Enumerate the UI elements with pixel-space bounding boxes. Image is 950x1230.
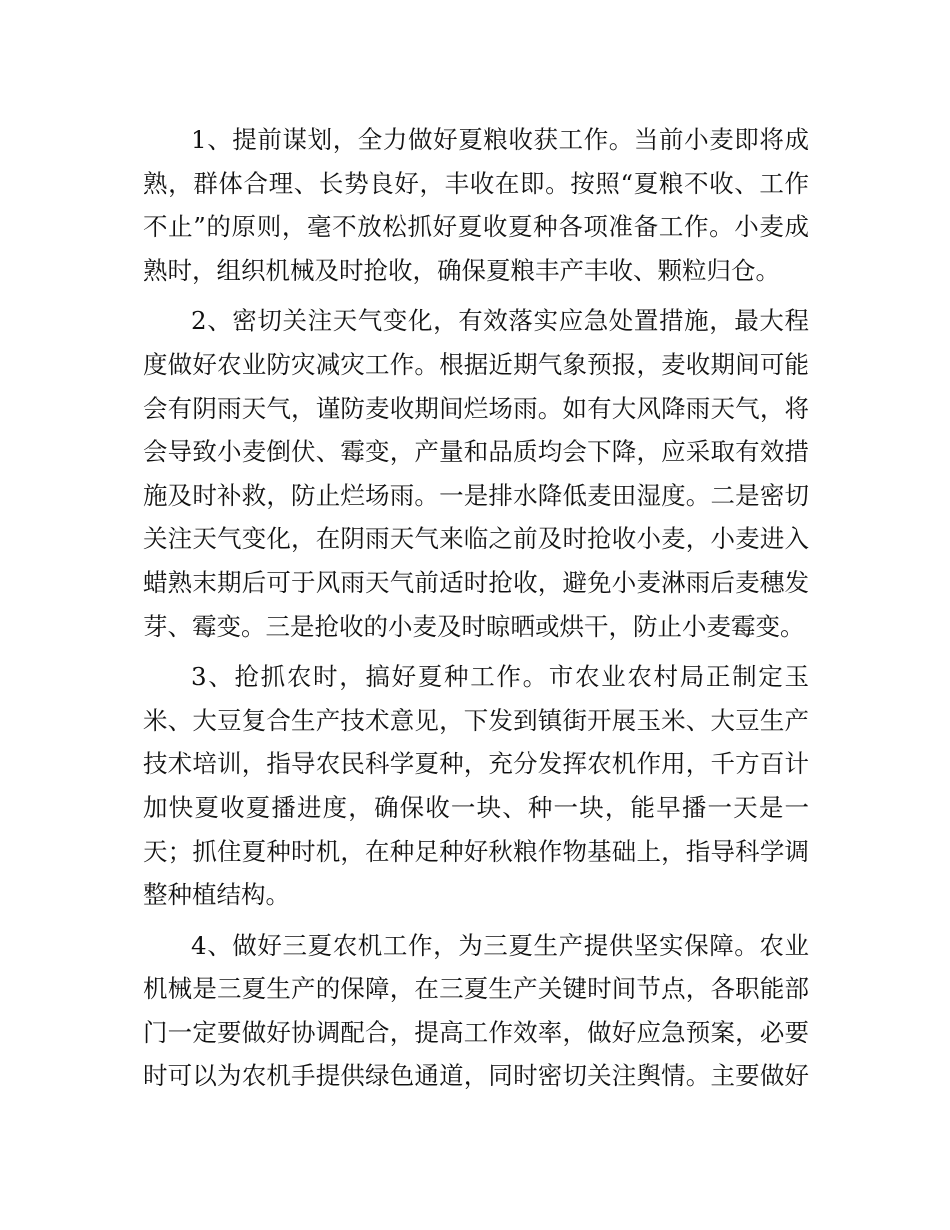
text-line: 时可以为农机手提供绿色通道，同时密切关注舆情。主要做好 xyxy=(143,1061,809,1091)
text-line: 3、抢抓农时，搞好夏种工作。市农业农村局正制定玉 xyxy=(191,662,809,692)
text-line: 米、大豆复合生产技术意见，下发到镇街开展玉米、大豆生产 xyxy=(143,705,809,735)
text-line: 施及时补救，防止烂场雨。一是排水降低麦田湿度。二是密切 xyxy=(143,480,809,510)
text-line: 1、提前谋划，全力做好夏粮收获工作。当前小麦即将成 xyxy=(191,125,809,154)
text-line: 加快夏收夏播进度，确保收一块、种一块，能早播一天是一 xyxy=(143,792,809,822)
text-line: 熟，群体合理、长势良好，丰收在即。按照“夏粮不收、工作 xyxy=(143,168,809,198)
text-line: 2、密切关注天气变化，有效落实应急处置措施，最大程 xyxy=(191,306,809,336)
text-line: 4、做好三夏农机工作，为三夏生产提供坚实保障。农业 xyxy=(191,930,809,960)
text-line: 度做好农业防灾减灾工作。根据近期气象预报，麦收期间可能 xyxy=(143,349,809,379)
text-line: 门一定要做好协调配合，提高工作效率，做好应急预案，必要 xyxy=(143,1017,809,1047)
text-line: 技术培训，指导农民科学夏种，充分发挥农机作用，千方百计 xyxy=(143,749,809,779)
text-line: 关注天气变化，在阴雨天气来临之前及时抢收小麦，小麦进入 xyxy=(143,524,809,554)
document-body xyxy=(143,118,809,1098)
text-line: 整种植结构。 xyxy=(143,880,290,910)
paragraph-1 xyxy=(143,118,809,292)
text-line: 机械是三夏生产的保障，在三夏生产关键时间节点，各职能部 xyxy=(143,974,809,1004)
paragraph-3 xyxy=(143,655,809,917)
paragraph-4 xyxy=(143,924,809,1098)
text-line: 不止”的原则，毫不放松抓好夏收夏种各项准备工作。小麦成 xyxy=(143,212,809,242)
text-line: 蜡熟末期后可于风雨天气前适时抢收，避免小麦淋雨后麦穗发 xyxy=(143,567,809,597)
text-line: 会导致小麦倒伏、霉变，产量和品质均会下降，应采取有效措 xyxy=(143,437,809,467)
text-line: 天；抓住夏种时机，在种足种好秋粮作物基础上，指导科学调 xyxy=(143,836,809,866)
paragraph-2 xyxy=(143,299,809,648)
text-line: 熟时，组织机械及时抢收，确保夏粮丰产丰收、颗粒归仓。 xyxy=(143,255,780,285)
text-line: 芽、霉变。三是抢收的小麦及时晾晒或烘干，防止小麦霉变。 xyxy=(143,611,805,641)
text-line: 会有阴雨天气，谨防麦收期间烂场雨。如有大风降雨天气，将 xyxy=(143,393,809,423)
